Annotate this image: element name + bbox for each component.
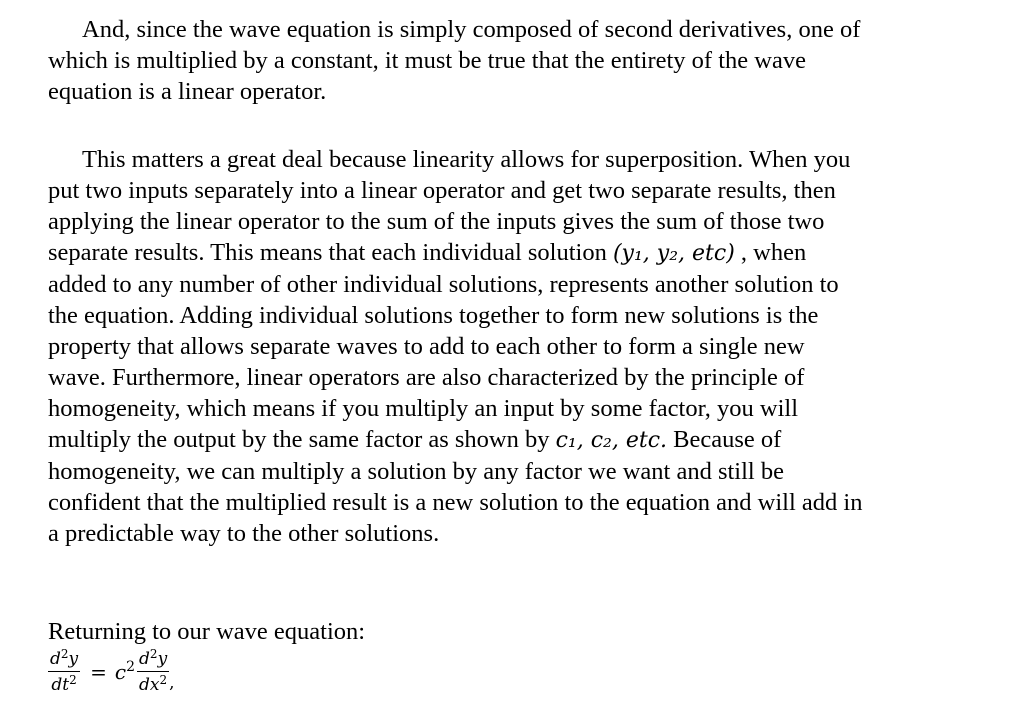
text-segment: , when xyxy=(734,239,807,266)
inline-math-factors: c₁, c₂, etc. xyxy=(555,428,668,453)
text-line: This matters a great deal because linearity allows for superposition. When you xyxy=(82,146,851,173)
text-line: which is multiplied by a constant, it must be true that the entirety of the wave xyxy=(48,47,806,74)
wave-equation xyxy=(48,649,948,705)
text-line: a predictable way to the other solutions. xyxy=(48,520,440,547)
trailing-comma: , xyxy=(169,673,175,693)
text-segment: Because of xyxy=(667,426,782,453)
text-line: homogeneity, we can multiply a solution by any factor we want and still be xyxy=(48,458,784,485)
section-heading: Returning to our wave equation: xyxy=(48,618,366,645)
document-page xyxy=(48,14,948,705)
wave-speed-coefficient: $c^2$ xyxy=(114,659,136,684)
rhs-numerator: $d^2y$ xyxy=(139,647,168,669)
rhs-denominator: $dx^2$ xyxy=(139,673,168,695)
text-line xyxy=(48,424,948,456)
text-line: And, since the wave equation is simply composed of second derivatives, one of xyxy=(82,16,861,43)
text-line: put two inputs separately into a linear operator and get two separate results, then xyxy=(48,177,836,204)
lhs-numerator: $d^2y$ xyxy=(50,647,79,669)
text-line: applying the linear operator to the sum of the inputs gives the sum of those two xyxy=(48,208,825,235)
rhs-fraction xyxy=(137,649,169,695)
text-line: wave. Furthermore, linear operators are also characterized by the principle of xyxy=(48,364,805,391)
inline-math-solutions: (y₁, y₂, etc) xyxy=(612,241,735,266)
text-line: property that allows separate waves to add to each other to form a single new xyxy=(48,333,805,360)
text-line: added to any number of other individual solutions, represents another solution to xyxy=(48,271,839,298)
text-segment: separate results. This means that each individual solution xyxy=(48,239,613,266)
lhs-denominator: $dt^2$ xyxy=(51,673,77,695)
text-line: equation is a linear operator. xyxy=(48,78,327,105)
equals-sign: = xyxy=(90,660,107,684)
text-line: homogeneity, which means if you multiply an input by some factor, you will xyxy=(48,395,799,422)
lhs-fraction xyxy=(48,649,80,695)
paragraph-linear-operator xyxy=(48,14,948,107)
paragraph-superposition xyxy=(48,144,948,549)
text-line: the equation. Adding individual solutions together to form new solutions is the xyxy=(48,302,819,329)
text-segment: multiply the output by the same factor as shown by xyxy=(48,426,556,453)
text-line: confident that the multiplied result is a new solution to the equation and will add in xyxy=(48,489,863,516)
text-line xyxy=(48,237,948,269)
paragraph-returning xyxy=(48,616,948,647)
